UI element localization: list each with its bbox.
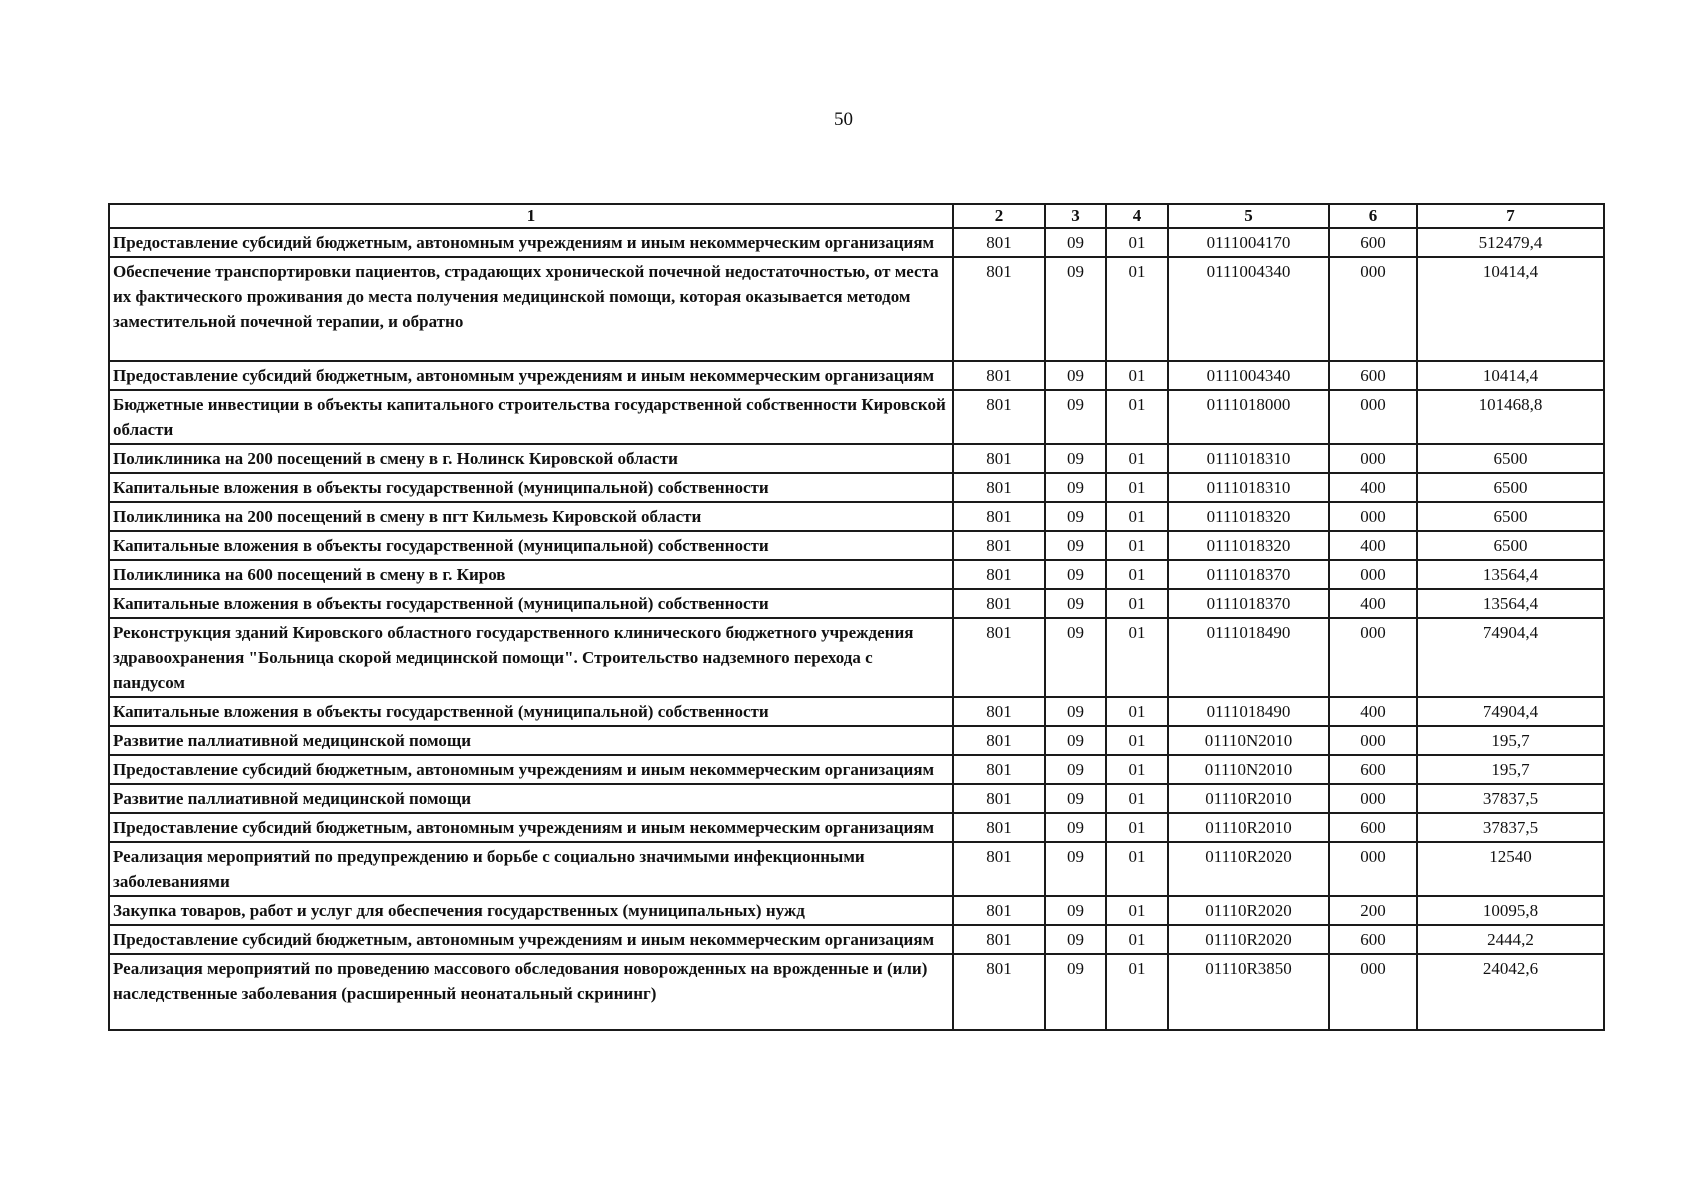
row-section-code: 09 [1045,257,1106,361]
row-amount: 195,7 [1417,726,1604,755]
row-expense-type: 400 [1329,589,1417,618]
table-row [109,697,1604,726]
row-target-code: 0111004340 [1168,257,1329,361]
table-row [109,726,1604,755]
row-name: Предоставление субсидий бюджетным, автономным учреждениям и иным некоммерческим организациям [109,925,953,954]
row-amount: 74904,4 [1417,697,1604,726]
row-target-code: 01110N2010 [1168,755,1329,784]
row-amount: 10414,4 [1417,257,1604,361]
row-subsection-code: 01 [1106,473,1168,502]
row-expense-type: 600 [1329,813,1417,842]
table-row [109,531,1604,560]
row-name: Поликлиника на 200 посещений в смену в пгт Кильмезь Кировской области [109,502,953,531]
row-name: Предоставление субсидий бюджетным, автономным учреждениям и иным некоммерческим организациям [109,361,953,390]
row-name: Обеспечение транспортировки пациентов, страдающих хронической почечной недостаточностью, от места их фактического проживания до места получения медицинской помощи, которая оказывается методом заместительной почечной терапии, и обратно [109,257,953,361]
table-row [109,560,1604,589]
table-row [109,473,1604,502]
row-target-code: 0111018490 [1168,618,1329,697]
row-target-code: 0111018370 [1168,560,1329,589]
row-section-code: 09 [1045,925,1106,954]
row-expense-type: 000 [1329,726,1417,755]
column-header: 1 [109,204,953,228]
row-target-code: 0111004170 [1168,228,1329,257]
row-target-code: 01110R2020 [1168,896,1329,925]
row-name: Развитие паллиативной медицинской помощи [109,726,953,755]
row-target-code: 01110R2020 [1168,842,1329,896]
table-row [109,925,1604,954]
row-expense-type: 000 [1329,444,1417,473]
row-section-code: 09 [1045,589,1106,618]
table-row [109,361,1604,390]
row-subsection-code: 01 [1106,925,1168,954]
row-subsection-code: 01 [1106,502,1168,531]
row-section-code: 09 [1045,473,1106,502]
row-expense-type: 600 [1329,925,1417,954]
row-section-code: 09 [1045,618,1106,697]
row-section-code: 09 [1045,896,1106,925]
row-amount: 6500 [1417,473,1604,502]
row-expense-type: 200 [1329,896,1417,925]
row-section-code: 09 [1045,954,1106,1030]
row-expense-type: 000 [1329,502,1417,531]
row-subsection-code: 01 [1106,726,1168,755]
row-amount: 6500 [1417,502,1604,531]
row-target-code: 0111004340 [1168,361,1329,390]
row-subsection-code: 01 [1106,896,1168,925]
row-expense-type: 600 [1329,361,1417,390]
row-section-code: 09 [1045,390,1106,444]
row-amount: 74904,4 [1417,618,1604,697]
row-target-code: 0111018490 [1168,697,1329,726]
row-section-code: 09 [1045,531,1106,560]
row-ministry-code: 801 [953,361,1045,390]
row-subsection-code: 01 [1106,531,1168,560]
row-amount: 10414,4 [1417,361,1604,390]
row-subsection-code: 01 [1106,954,1168,1030]
row-name: Бюджетные инвестиции в объекты капитального строительства государственной собственности Кировской области [109,390,953,444]
row-name: Закупка товаров, работ и услуг для обеспечения государственных (муниципальных) нужд [109,896,953,925]
row-section-code: 09 [1045,697,1106,726]
table-row [109,228,1604,257]
row-name: Развитие паллиативной медицинской помощи [109,784,953,813]
header-row [109,204,1604,228]
row-expense-type: 000 [1329,784,1417,813]
row-section-code: 09 [1045,444,1106,473]
table-row [109,755,1604,784]
row-amount: 6500 [1417,531,1604,560]
row-target-code: 01110R3850 [1168,954,1329,1030]
row-expense-type: 400 [1329,697,1417,726]
row-subsection-code: 01 [1106,813,1168,842]
row-section-code: 09 [1045,361,1106,390]
row-amount: 512479,4 [1417,228,1604,257]
row-name: Реализация мероприятий по предупреждению и борьбе с социально значимыми инфекционными заболеваниями [109,842,953,896]
table-body [109,228,1604,1030]
row-ministry-code: 801 [953,228,1045,257]
row-expense-type: 400 [1329,473,1417,502]
column-header: 6 [1329,204,1417,228]
column-header: 3 [1045,204,1106,228]
row-name: Капитальные вложения в объекты государственной (муниципальной) собственности [109,697,953,726]
row-target-code: 0111018370 [1168,589,1329,618]
row-expense-type: 000 [1329,390,1417,444]
row-section-code: 09 [1045,560,1106,589]
row-subsection-code: 01 [1106,444,1168,473]
row-subsection-code: 01 [1106,784,1168,813]
row-ministry-code: 801 [953,502,1045,531]
row-target-code: 0111018320 [1168,531,1329,560]
row-section-code: 09 [1045,784,1106,813]
row-amount: 37837,5 [1417,813,1604,842]
row-amount: 13564,4 [1417,589,1604,618]
row-expense-type: 000 [1329,842,1417,896]
row-subsection-code: 01 [1106,618,1168,697]
row-target-code: 01110R2010 [1168,784,1329,813]
table-row [109,784,1604,813]
row-subsection-code: 01 [1106,390,1168,444]
row-ministry-code: 801 [953,954,1045,1030]
row-name: Поликлиника на 600 посещений в смену в г. Киров [109,560,953,589]
row-name: Капитальные вложения в объекты государственной (муниципальной) собственности [109,531,953,560]
row-ministry-code: 801 [953,560,1045,589]
row-target-code: 0111018320 [1168,502,1329,531]
row-name: Реализация мероприятий по проведению массового обследования новорожденных на врожденные и (или) наследственные заболевания (расширенный неонатальный скрининг) [109,954,953,1030]
row-amount: 13564,4 [1417,560,1604,589]
row-amount: 37837,5 [1417,784,1604,813]
row-amount: 12540 [1417,842,1604,896]
page-number: 50 [834,109,853,130]
row-ministry-code: 801 [953,618,1045,697]
table-row [109,896,1604,925]
row-ministry-code: 801 [953,842,1045,896]
row-ministry-code: 801 [953,813,1045,842]
table-row [109,589,1604,618]
row-expense-type: 600 [1329,228,1417,257]
row-ministry-code: 801 [953,755,1045,784]
row-name: Предоставление субсидий бюджетным, автономным учреждениям и иным некоммерческим организациям [109,228,953,257]
column-header: 7 [1417,204,1604,228]
table-row [109,954,1604,1030]
table-row [109,618,1604,697]
row-ministry-code: 801 [953,444,1045,473]
row-subsection-code: 01 [1106,257,1168,361]
row-target-code: 01110N2010 [1168,726,1329,755]
column-header: 2 [953,204,1045,228]
row-subsection-code: 01 [1106,755,1168,784]
row-name: Поликлиника на 200 посещений в смену в г. Нолинск Кировской области [109,444,953,473]
row-target-code: 0111018310 [1168,444,1329,473]
row-ministry-code: 801 [953,589,1045,618]
row-section-code: 09 [1045,842,1106,896]
row-name: Предоставление субсидий бюджетным, автономным учреждениям и иным некоммерческим организациям [109,755,953,784]
row-amount: 24042,6 [1417,954,1604,1030]
row-expense-type: 000 [1329,560,1417,589]
row-name: Капитальные вложения в объекты государственной (муниципальной) собственности [109,589,953,618]
table-row [109,842,1604,896]
row-amount: 195,7 [1417,755,1604,784]
row-ministry-code: 801 [953,726,1045,755]
row-target-code: 01110R2020 [1168,925,1329,954]
row-name: Реконструкция зданий Кировского областного государственного клинического бюджетного учреждения здравоохранения "Больница скорой медицинской помощи". Строительство надземного перехода с пандусом [109,618,953,697]
column-header: 4 [1106,204,1168,228]
row-target-code: 0111018310 [1168,473,1329,502]
row-ministry-code: 801 [953,473,1045,502]
row-target-code: 0111018000 [1168,390,1329,444]
row-section-code: 09 [1045,755,1106,784]
row-section-code: 09 [1045,813,1106,842]
row-section-code: 09 [1045,228,1106,257]
row-amount: 2444,2 [1417,925,1604,954]
column-header: 5 [1168,204,1329,228]
row-ministry-code: 801 [953,257,1045,361]
row-expense-type: 400 [1329,531,1417,560]
row-ministry-code: 801 [953,784,1045,813]
table-row [109,257,1604,361]
row-expense-type: 600 [1329,755,1417,784]
row-expense-type: 000 [1329,257,1417,361]
row-subsection-code: 01 [1106,361,1168,390]
row-subsection-code: 01 [1106,589,1168,618]
row-amount: 101468,8 [1417,390,1604,444]
row-expense-type: 000 [1329,954,1417,1030]
row-ministry-code: 801 [953,896,1045,925]
table-row [109,444,1604,473]
row-subsection-code: 01 [1106,560,1168,589]
row-subsection-code: 01 [1106,228,1168,257]
row-name: Капитальные вложения в объекты государственной (муниципальной) собственности [109,473,953,502]
budget-table [108,203,1605,1031]
row-ministry-code: 801 [953,390,1045,444]
row-target-code: 01110R2010 [1168,813,1329,842]
row-expense-type: 000 [1329,618,1417,697]
row-name: Предоставление субсидий бюджетным, автономным учреждениям и иным некоммерческим организациям [109,813,953,842]
row-amount: 10095,8 [1417,896,1604,925]
table-row [109,502,1604,531]
row-subsection-code: 01 [1106,842,1168,896]
row-ministry-code: 801 [953,531,1045,560]
row-section-code: 09 [1045,502,1106,531]
row-subsection-code: 01 [1106,697,1168,726]
table-row [109,390,1604,444]
row-section-code: 09 [1045,726,1106,755]
row-amount: 6500 [1417,444,1604,473]
table-row [109,813,1604,842]
row-ministry-code: 801 [953,925,1045,954]
row-ministry-code: 801 [953,697,1045,726]
